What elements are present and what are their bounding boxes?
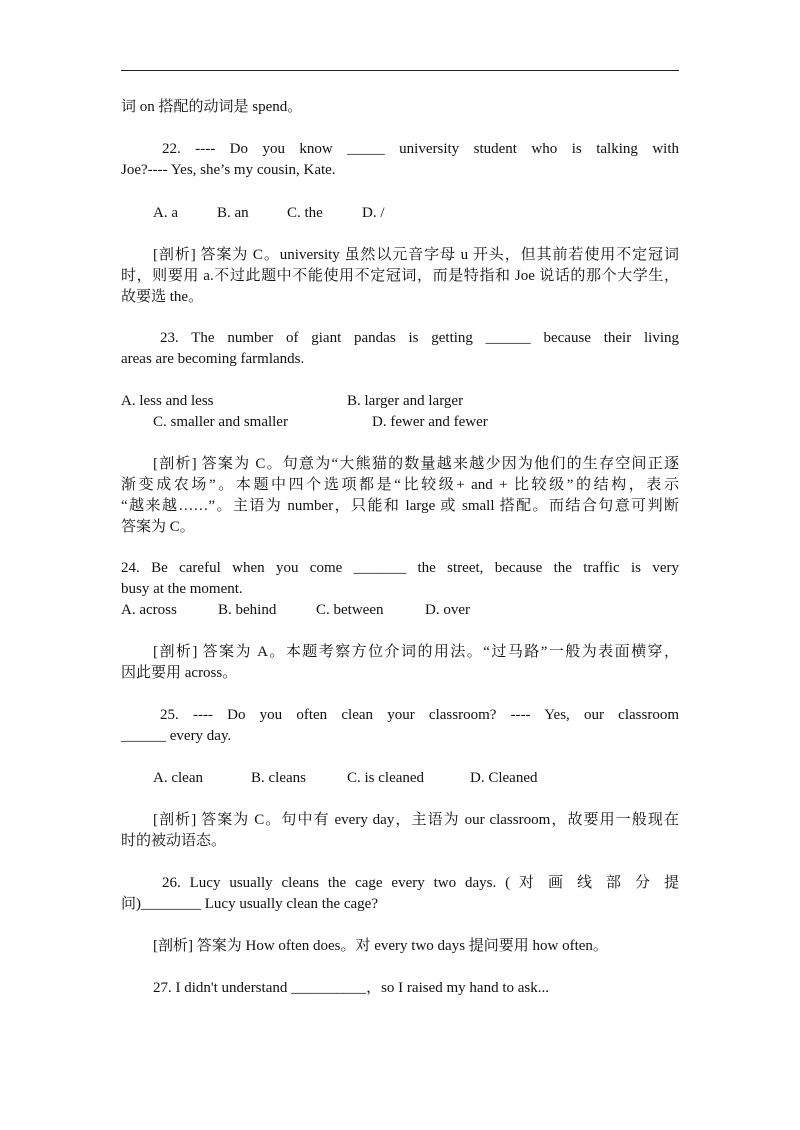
q26-analysis-1: [剖析] 答案为 How often does。对 every two days 提问要用 how often。 [153, 938, 608, 954]
q23-analysis-3: “越来越……”。主语为 number，只能和 large 或 small 搭配。而结合句意可判断 [121, 498, 679, 514]
q24-analysis-1: [剖析] 答案为 A。本题考察方位介词的用法。“过马路”一般为表面横穿， [153, 644, 679, 660]
q26-line-2: 问)________ Lucy usually clean the cage? [121, 896, 378, 912]
q23-option-b: B. larger and larger [347, 393, 464, 409]
q25-analysis-2: 时的被动语态。 [121, 833, 227, 849]
q25-line-1: 25. ---- Do you often clean your classroom? ---- Yes, our classroom [160, 707, 679, 723]
intro-line: 词 on 搭配的动词是 spend。 [121, 99, 303, 115]
q24-option-b: B. behind [218, 602, 277, 618]
q22-option-c: C. the [287, 205, 323, 221]
q23-analysis-4: 答案为 C。 [121, 519, 195, 535]
q23-line-1: 23. The number of giant pandas is getting ______ because their living [160, 330, 679, 346]
q22-analysis-3: 故要选 the。 [121, 289, 204, 305]
q23-option-a: A. less and less [121, 393, 214, 409]
q25-analysis-1: [剖析] 答案为 C。句中有 every day，主语为 our classroom，故要用一般现在 [153, 812, 679, 828]
q23-line-2: areas are becoming farmlands. [121, 351, 305, 367]
q22-option-d: D. / [362, 205, 385, 221]
q22-analysis-2: 时，则要用 a.不过此题中不能使用不定冠词，而是特指和 Joe 说话的那个大学生， [121, 268, 679, 284]
q25-option-c: C. is cleaned [347, 770, 425, 786]
q25-option-b: B. cleans [251, 770, 306, 786]
q24-option-a: A. across [121, 602, 177, 618]
q24-line-2: busy at the moment. [121, 581, 243, 597]
q27-line-1: 27. I didn't understand __________，so I raised my hand to ask... [153, 980, 549, 996]
q23-analysis-1: [剖析] 答案为 C。句意为“大熊猫的数量越来越少因为他们的生存空间正逐 [153, 456, 679, 472]
q23-option-c: C. smaller and smaller [153, 414, 288, 430]
q25-option-a: A. clean [153, 770, 203, 786]
q25-line-2: ______ every day. [121, 728, 232, 744]
header-rule [121, 70, 679, 71]
q25-option-d: D. Cleaned [470, 770, 538, 786]
q24-option-c: C. between [316, 602, 384, 618]
q22-option-a: A. a [153, 205, 178, 221]
q22-analysis-1: [剖析] 答案为 C。university 虽然以元音字母 u 开头，但其前若使用不定冠词 [153, 247, 679, 263]
q23-option-d: D. fewer and fewer [372, 414, 488, 430]
q22-option-b: B. an [217, 205, 249, 221]
q22-line-1: 22. ---- Do you know _____ university student who is talking with [162, 141, 679, 157]
q23-analysis-2: 渐变成农场”。本题中四个选项都是“比较级+ and + 比较级”的结构，表示 [121, 477, 679, 493]
q26-line-1: 26. Lucy usually cleans the cage every two days. ( 对 画 线 部 分 提 [162, 875, 679, 891]
q24-option-d: D. over [425, 602, 470, 618]
q24-line-1: 24. Be careful when you come _______ the street, because the traffic is very [121, 560, 679, 576]
q24-analysis-2: 因此要用 across。 [121, 665, 238, 681]
q22-line-2: Joe?---- Yes, she’s my cousin, Kate. [121, 162, 336, 178]
